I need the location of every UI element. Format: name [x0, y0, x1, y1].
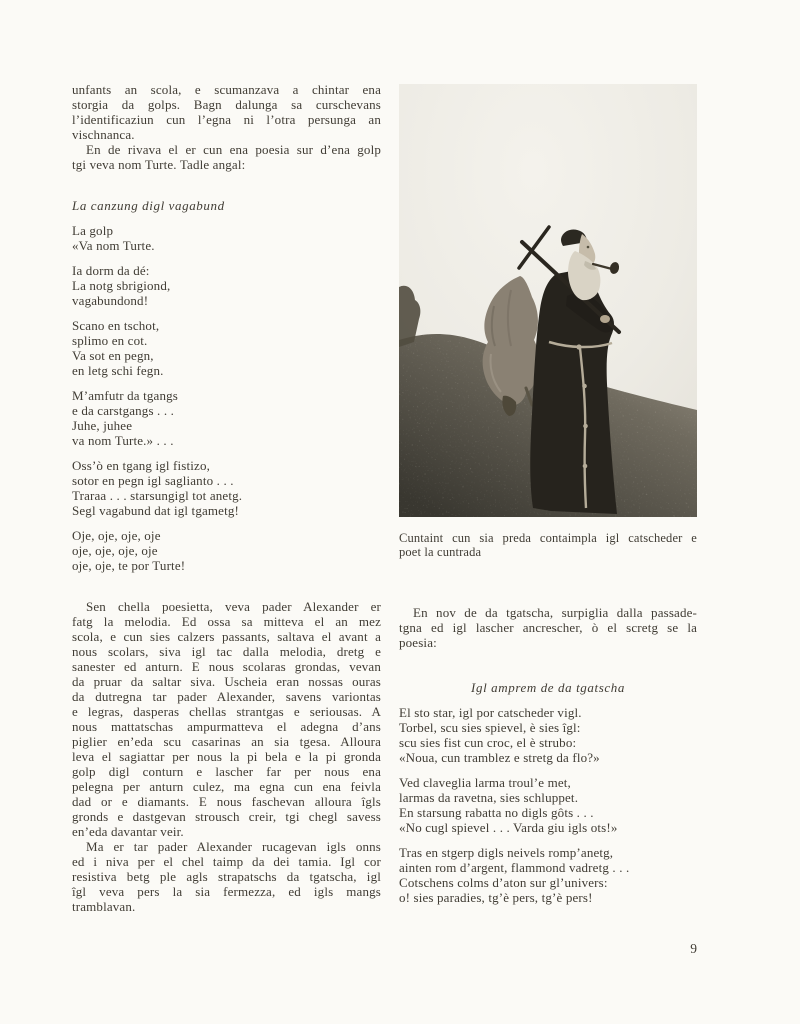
verse-line: La notg sbrigiond,: [72, 278, 171, 293]
friar-hand: [600, 315, 610, 323]
verse-line: vagabundond!: [72, 293, 149, 308]
text-line: da dutregna tar pader Alexander, savens variontas: [72, 689, 381, 704]
text-line: l’identificaziun cun l’egna ni l’otra persunga an: [72, 112, 381, 127]
text-line: nous mattatschas ampurmatteva el adegna d’ans: [72, 719, 381, 734]
poem-right: [399, 705, 697, 905]
text-line: sanester ed anturn. E nous scolaras grondas, vevan: [72, 659, 381, 674]
text-line: tgi veva nom Turte. Tadle angal:: [72, 157, 246, 172]
left-text-column: [72, 82, 381, 914]
verse-line: «Va nom Turte.: [72, 238, 155, 253]
paragraph: [72, 599, 381, 839]
verse-line: M’amfutr da tgangs: [72, 388, 178, 403]
verse-line: oje, oje, te por Turte!: [72, 558, 186, 573]
verse-line: Oss’ò en tgang igl fistizo,: [72, 458, 211, 473]
text-line: golp digl conturn e lascher far per nous ena: [72, 764, 381, 779]
poem-stanza: [399, 845, 697, 905]
text-line: pelegna per anturn culez, ma egna cun ena feivla: [72, 779, 381, 794]
text-line: Ma er tar pader Alexander rucagevan igls onns: [86, 839, 381, 854]
verse-line: Tras en stgerp digls neivels romp’anetg,: [399, 845, 614, 860]
paragraph: [72, 839, 381, 914]
poem-stanza: [72, 318, 381, 378]
text-line: e legras, dasperas chellas strantgas e seriousas. A: [72, 704, 381, 719]
text-line: gronds e dastgevan strousch creir, tgi chegl savess: [72, 809, 381, 824]
verse-line: La golp: [72, 223, 114, 238]
text-line: unfants an scola, e scumanzava a chintar ena: [72, 82, 381, 97]
text-line: ed i niva per el chel taimp da dei tamia. Igl cor: [72, 854, 381, 869]
text-line: tramblavan.: [72, 899, 136, 914]
verse-line: larmas da ravetna, sies schluppet.: [399, 790, 579, 805]
verse-line: Torbel, scu sies spievel, è sies îgl:: [399, 720, 581, 735]
text-line: nous scolars, siva igl tac dalla melodia, dretg e: [72, 644, 381, 659]
text-line: piglier en’eda scu casarinas an sia tgesa. Alloura: [72, 734, 381, 749]
poem-stanza: [72, 388, 381, 448]
photo-illustration: [399, 84, 697, 517]
text-line: En de rivava el er cun ena poesia sur d’ena golp: [86, 142, 381, 157]
page-number: 9: [690, 941, 697, 956]
text-line: poesia:: [399, 635, 437, 650]
verse-line: splimo en cot.: [72, 333, 148, 348]
text-line: leva el sagiattar per nous la pi bela e la pi gronda: [72, 749, 381, 764]
verse-line: oje, oje, oje, oje: [72, 543, 158, 558]
verse-line: va nom Turte.» . . .: [72, 433, 174, 448]
text-line: dad or e diamants. E nous faschevan alloura îgls: [72, 794, 381, 809]
poem-stanza: [399, 705, 697, 765]
verse-line: Traraa . . . starsungigl tot anetg.: [72, 488, 243, 503]
text-line: poet la cuntrada: [399, 545, 482, 559]
verse-line: sotor en pegn igl saglianto . . .: [72, 473, 234, 488]
verse-line: Cotschens colms d’aton sur gl’univers:: [399, 875, 608, 890]
photo-hunter-friar: [399, 84, 697, 517]
poem-title-left: La canzung digl vagabund: [72, 198, 225, 213]
text-line: fatg la melodia. Ed ossa sa mitteva el an mez: [72, 614, 381, 629]
verse-line: e da carstgangs . . .: [72, 403, 175, 418]
text-line: da pruar da saltar siva. Uscheia eran nossas ouras: [72, 674, 381, 689]
verse-line: Ved claveglia larma troul’e met,: [399, 775, 571, 790]
poem-stanza: [72, 458, 381, 518]
verse-line: ainten rom d’argent, flammond vadretg . . .: [399, 860, 630, 875]
friar-eye: [587, 246, 590, 249]
poem-title-right: Igl amprem de da tgatscha: [471, 680, 625, 695]
text-line: scola, e cun sies calzers passants, saltava el avant a: [72, 629, 381, 644]
verse-line: o! sies paradies, tg’è pers, tg’è pers!: [399, 890, 593, 905]
verse-line: Segl vagabund dat igl tgametg!: [72, 503, 239, 518]
verse-line: Juhe, juhee: [72, 418, 133, 433]
verse-line: «Noua, cun tramblez e stretg da flo?»: [399, 750, 600, 765]
verse-line: El sto star, igl por catscheder vigl.: [399, 705, 582, 720]
poem-stanza: [72, 528, 381, 573]
verse-line: scu sies fist cun croc, el è strubo:: [399, 735, 577, 750]
text-line: storgia da golps. Bagn dalunga sa curschevans: [72, 97, 381, 112]
verse-line: en letg schi fegn.: [72, 363, 164, 378]
paragraph: [399, 605, 697, 650]
poem-left: [72, 223, 381, 573]
verse-line: Scano en tschot,: [72, 318, 160, 333]
text-line: resistiva betg ple agls strapatschs da tgatscha, igl: [72, 869, 381, 884]
verse-line: Ia dorm da dé:: [72, 263, 150, 278]
text-line: îgl veva pers la sia fermezza, ed igls mangs: [72, 884, 381, 899]
right-text-column: [399, 84, 697, 905]
verse-line: En starsung rabatta no digls gôts . . .: [399, 805, 594, 820]
text-line: vischnanca.: [72, 127, 135, 142]
text-line: Cuntaint cun sia preda contaimpla igl catscheder e: [399, 531, 697, 545]
verse-line: Oje, oje, oje, oje: [72, 528, 161, 543]
photo-caption: [399, 531, 697, 559]
text-line: en’eda davantar veir.: [72, 824, 184, 839]
verse-line: Va sot en pegn,: [72, 348, 154, 363]
paragraph: [72, 142, 381, 172]
poem-stanza: [72, 223, 381, 253]
text-line: Sen chella poesietta, veva pader Alexander er: [86, 599, 381, 614]
text-line: En nov de da tgatscha, surpiglia dalla passade-: [413, 605, 697, 620]
poem-stanza: [72, 263, 381, 308]
poem-stanza: [399, 775, 697, 835]
text-line: tgna ed igl lascher ancrescher, ò el scretg se la: [399, 620, 697, 635]
paragraph: [72, 82, 381, 142]
verse-line: «No cugl spievel . . . Varda giu igls ots!»: [399, 820, 618, 835]
